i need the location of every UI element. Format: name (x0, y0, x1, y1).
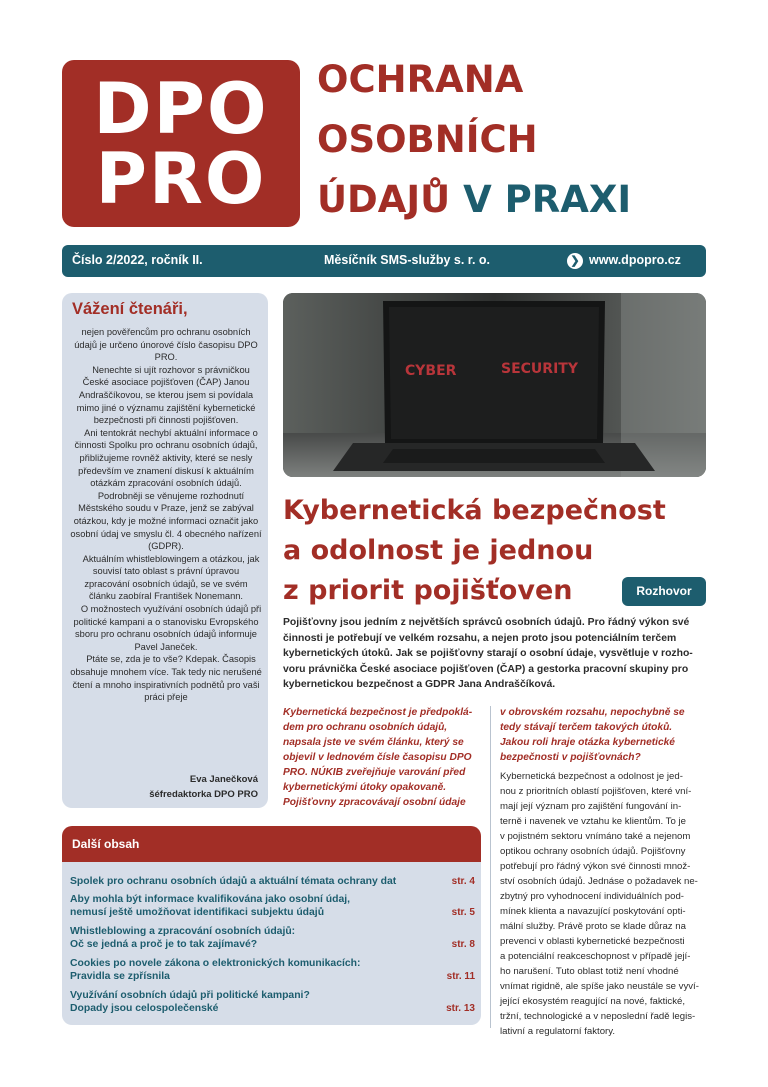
logo-text-pro: PRO (95, 138, 267, 220)
answer-line: tržní, technologické a v neposlední řadě legis- (500, 1011, 696, 1022)
dpo-pro-logo (62, 60, 300, 227)
answer-line: v pojistném sektoru vnímáno také a nejenom (500, 831, 691, 842)
answer-line: prevenci v oblasti kybernetické bezpečnosti (500, 936, 685, 947)
editorial-paragraph: Aktuálním whistleblowingem a otázkou, jak souvisí tato oblast s právní úpravou zpracování osobních údajů, se ve svém článku zaobíral František Nonemann. (82, 553, 260, 602)
question-line: dem pro ochranu osobních údajů, (283, 722, 448, 733)
answer-line: vnímat rigidně, ale spíše jako neustále se vyví- (500, 981, 699, 992)
lead-line: Pojišťovny jsou jedním z největších správců osobních údajů. Pro řádný výkon své (283, 617, 690, 628)
toc-item[interactable] (70, 989, 475, 1015)
toc-item-page: str. 8 (451, 939, 475, 950)
answer-line: potřebují pro řádný výkon své činnosti množ- (500, 861, 691, 872)
lead-line: kybernetickou bezpečnost a GDPR Jana Andraščíková. (283, 679, 556, 690)
answer-line: jející ekosystém reagující na nové, faktické, (500, 996, 686, 1007)
editorial-text (70, 326, 262, 704)
answer-line: mají její význam pro zajištění fungování in- (500, 801, 682, 812)
question-line: Pojišťovny zpracovávají osobní údaje (283, 797, 466, 808)
toc-item-page: str. 11 (446, 971, 475, 982)
answer-line: mální služby. Právě proto se klade důraz na (500, 921, 686, 932)
answer-line: ství osobních údajů. Jednáse o požadavek ne- (500, 876, 698, 887)
question-line: tedy stávají terčem takových útoků. (500, 722, 673, 733)
editorial-box (62, 293, 268, 808)
column-divider (490, 706, 491, 1028)
photo-word-security: SECURITY (501, 361, 578, 377)
toc-item[interactable] (70, 957, 475, 983)
issue-number: Číslo 2/2022, ročník II. (72, 253, 203, 267)
question-line: napsala jste ve svém článku, který se (283, 737, 464, 748)
lead-line: voru právnička České asociace pojišťoven (ČAP) a gestorka pracovní skupiny pro (283, 663, 689, 675)
logo-text-dpo: DPO (93, 68, 269, 150)
toc-item-title: Spolek pro ochranu osobních údajů a aktuální témata ochrany dat (70, 876, 397, 887)
editorial-paragraph: O možnostech využívání osobních údajů při politické kampani a o stanovisku Evropského sboru pro ochranu osobních údajů informuje Pavel Janeček. (73, 604, 262, 652)
toc-item[interactable] (70, 893, 475, 919)
article-headline-line: z priorit pojišťoven (283, 575, 573, 606)
toc-item-title: Whistleblowing a zpracování osobních údajů: Oč se jedná a proč je to tak zajímavé? (70, 926, 296, 950)
question-left (283, 706, 483, 816)
editorial-paragraph: Ptáte se, zda je to vše? Kdepak. Časopis obsahuje mnohem více. Tak tedy nic nerušené čtení a mnoho inspirativních podnětů pro vaši práci přeje (70, 654, 262, 703)
cyber-security-photo (283, 293, 706, 477)
title-line-3 (317, 178, 631, 222)
title-word-v-praxi: V PRAXI (463, 178, 632, 221)
question-line: Jakou roli hraje otázka kybernetické (500, 737, 675, 748)
question-line: v obrovském rozsahu, nepochybně se (500, 707, 685, 718)
editorial-paragraph: Ani tentokrát nechybí aktuální informace o činnosti Spolku pro ochranu osobních údajů, přibližujeme rovněž aktivity, které se nesly především ve znamení diskusí k aktuálním otázkám zpracování osobních údajů. (74, 427, 258, 489)
laptop-illustration (283, 293, 706, 477)
toc-item-title: Využívání osobních údajů při politické kampani? Dopady jsou celospolečenské (70, 990, 310, 1014)
answer-line: a potenciální reakceschopnost v případě její- (500, 951, 691, 962)
article-lead (283, 615, 706, 693)
answer-line: Kybernetická bezpečnost a odolnost je jed- (500, 771, 683, 782)
publisher-name: Měsíčník SMS-služby s. r. o. (324, 253, 491, 267)
title-line-2: OSOBNÍCH (317, 118, 538, 161)
toc-item-page: str. 13 (446, 1003, 475, 1014)
question-line: kybernetickými útoky opakovaně. (283, 782, 447, 793)
article-headline-line: Kybernetická bezpečnost (283, 495, 666, 526)
toc-item[interactable] (70, 875, 475, 888)
answer-line: nou z prioritních oblastí pojišťoven, které vní- (500, 786, 692, 797)
question-line: bezpečnosti v pojišťovnách? (500, 752, 641, 763)
toc-heading: Další obsah (72, 837, 140, 851)
title-line-1: OCHRANA (317, 58, 524, 101)
editorial-paragraph: Nenechte si ujít rozhovor s právničkou České asociace pojišťoven (ČAP) Janou Andraščíkovou, se kterou jsem si povídala mimo jiné o významu zajištění kybernetické bezpečnosti při činnosti pojišťoven. (76, 364, 256, 426)
title-word-udaju: ÚDAJŮ (317, 178, 451, 221)
editor-name: Eva Janečková (189, 774, 258, 785)
answer-line: terně i navenek ve vztahu ke klientům. To je (500, 816, 686, 827)
toc-item-page: str. 5 (451, 907, 475, 918)
editor-role: šéfredaktorka DPO PRO (149, 789, 258, 800)
arrow-right-icon: ❯ (567, 253, 583, 269)
interview-tag: Rozhovor (622, 577, 706, 606)
editorial-paragraph: nejen pověřencům pro ochranu osobních údajů je určeno únorové číslo časopisu DPO PRO. (74, 327, 258, 363)
lead-line: kybernetických útoků. Jak se pojišťovny starají o osobní údaje, vysvětluje v rozho- (283, 648, 693, 659)
question-line: PRO. NÚKIB zveřejňuje varování před (283, 767, 466, 778)
lead-line: činnosti je potřebují ve velkém rozsahu, a nejen proto jsou potenciálním terčem (283, 632, 677, 644)
issue-info-bar (62, 245, 706, 277)
toc-item-title: Cookies po novele zákona o elektronických komunikacích: Pravidla se zpřísnila (70, 958, 361, 982)
answer-line: mínek klienta a navazující poskytování opti- (500, 906, 686, 917)
question-line: Kybernetická bezpečnost je předpoklá- (283, 707, 473, 718)
toc-item-page: str. 4 (451, 876, 475, 887)
article-right-column (500, 706, 708, 1037)
answer-line: zbytný pro vyhodnocení individuálních pod- (500, 891, 684, 902)
toc-item[interactable] (70, 925, 475, 951)
answer-line: lativní a regulatorní faktory. (500, 1026, 616, 1037)
photo-word-cyber: CYBER (405, 363, 457, 379)
answer-line: ho narušení. Tuto oblast totiž není vhodné (500, 966, 679, 977)
editorial-paragraph: Podrobněji se věnujeme rozhodnutí Městského soudu v Praze, jenž se zabýval otázkou, kdy je možné informaci označit jako osobní údaj ve smyslu čl. 4 obecného nařízení (GDPR). (70, 490, 262, 552)
question-line: objevil v lednovém čísle časopisu DPO (283, 752, 472, 763)
answer-line: optikou ochrany osobních údajů. Pojišťovny (500, 846, 686, 857)
editorial-heading: Vážení čtenáři, (72, 300, 188, 318)
website-link[interactable]: www.dpopro.cz (589, 253, 681, 267)
toc-header (62, 826, 481, 862)
toc-item-title: Aby mohla být informace kvalifikována jako osobní údaj, nemusí ještě umožňovat identifikaci subjektu údajů (70, 894, 351, 918)
toc-list (62, 862, 481, 1025)
article-headline-line: a odolnost je jednou (283, 535, 594, 566)
